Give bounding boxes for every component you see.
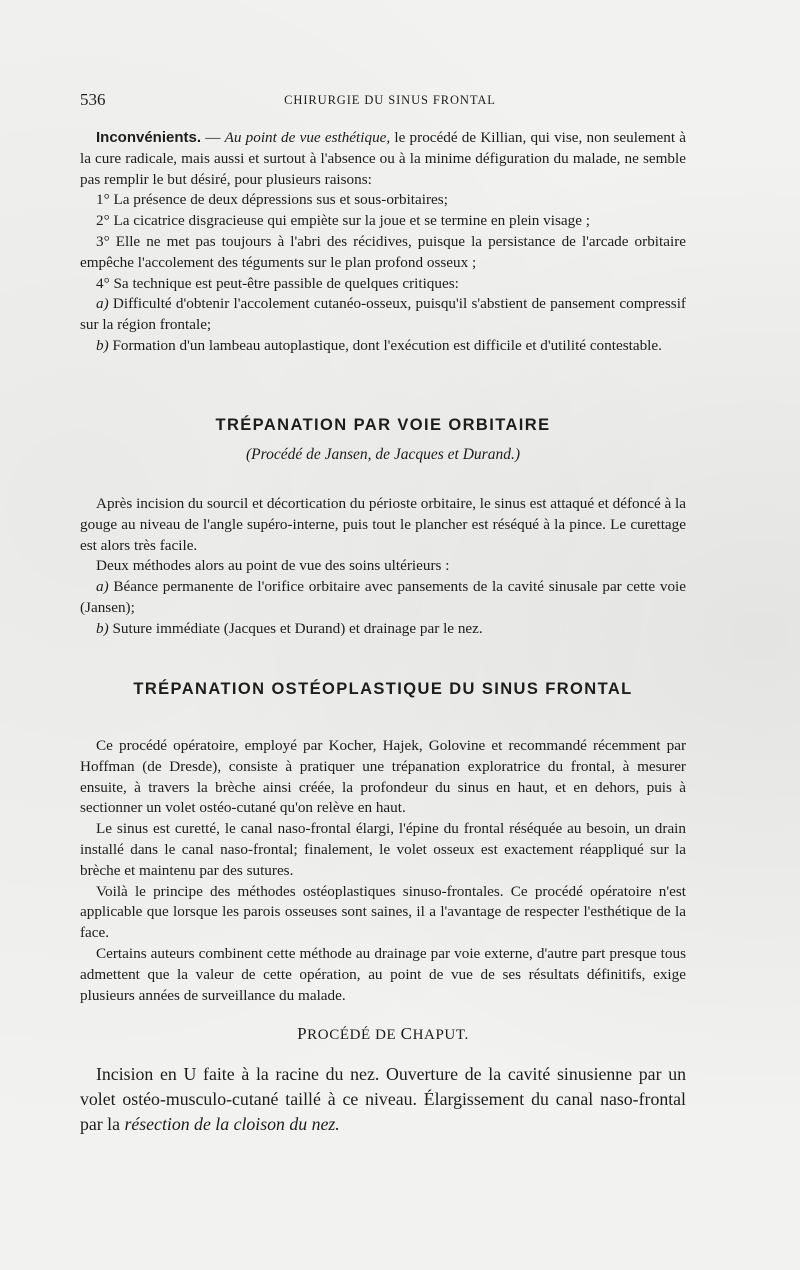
inconvenient-item-1: 1° La présence de deux dépressions sus et sous-orbitaires;	[96, 191, 448, 209]
inconvenients-emphasis: Au point de vue esthétique,	[224, 129, 391, 146]
osteoplastique-paragraph-2: Le sinus est curetté, le canal naso-frontal élargi, l'épine du frontal réséquée au besoin, un drain installé dans le canal naso-frontal; finalement, le volet osseux est exactement réappliqué sur la brèche et maintenu par des sutures.	[80, 820, 686, 879]
orbitaire-a-text: Béance permanente de l'orifice orbitaire avec pansements de la cavité sinusale par cette voie (Jansen);	[80, 578, 686, 616]
sub-a-text: Difficulté d'obtenir l'accolement cutanéo-osseux, puisqu'il s'abstient de pansement compressif sur la région frontale;	[80, 295, 686, 334]
orbitaire-section	[80, 494, 686, 640]
inconvenient-item-2: 2° La cicatrice disgracieuse qui empiète sur la joue et se termine en plein visage ;	[96, 212, 590, 230]
orbitaire-item-b	[80, 619, 686, 640]
sub-b-letter: b)	[96, 336, 109, 354]
running-header	[80, 90, 700, 114]
chaput-section	[80, 1062, 686, 1137]
chaput-text: Incision en U faite à la racine du nez. Ouverture de la cavité sinusienne par un volet ostéo-musculo-cutané taillé à ce niveau. Élargissement du canal naso-frontal par la	[80, 1064, 686, 1134]
section-title-osteoplastique: TRÉPANATION OSTÉOPLASTIQUE DU SINUS FRONTAL	[133, 680, 633, 698]
inconvenients-dash: —	[201, 129, 225, 146]
orbitaire-paragraph-2: Deux méthodes alors au point de vue des soins ultérieurs :	[96, 557, 450, 575]
osteoplastique-paragraph-4: Certains auteurs combinent cette méthode au drainage par voie externe, d'autre part presque tous admettent que la valeur de cette opération, au point de vue de ses résultats définitifs, exige plusieurs années de surveillance du malade.	[80, 944, 686, 1004]
section-subtitle-orbitaire: (Procédé de Jansen, de Jacques et Durand.)	[245, 446, 521, 463]
sub-b-text: Formation d'un lambeau autoplastique, dont l'exécution est difficile et d'utilité contestable.	[108, 336, 662, 354]
orbitaire-b-text: Suture immédiate (Jacques et Durand) et drainage par le nez.	[108, 619, 483, 637]
inconvenients-text: le procédé de Killian, qui vise, non seulement à la cure radicale, mais aussi et surtout à l'absence ou à la minime défiguration du malade, ne semble pas remplir le but désiré, pour plusieurs raisons:	[80, 129, 686, 188]
orbitaire-a-letter: a)	[96, 578, 109, 596]
section-title-orbitaire: TRÉPANATION PAR VOIE ORBITAIRE	[215, 416, 551, 434]
inconvenients-paragraph	[80, 128, 686, 190]
osteoplastique-heading	[80, 680, 686, 699]
orbitaire-b-letter: b)	[96, 619, 109, 637]
inconvenient-item-4: 4° Sa technique est peut-être passible de quelques critiques:	[96, 274, 459, 292]
osteoplastique-paragraph-1: Ce procédé opératoire, employé par Kocher, Hajek, Golovine et recommandé récemment par Hoffman (de Dresde), consiste à pratiquer une trépanation exploratrice du frontal, à mesurer ensuite, à travers la brèche ainsi créée, la profondeur du sinus en haut, et en dehors, puis à sectionner un volet ostéo-cutané qu'on relève en haut.	[80, 737, 686, 817]
procede-chaput-title: PROCÉDÉ DE CHAPUT.	[297, 1024, 469, 1043]
osteoplastique-section	[80, 736, 686, 1006]
inconvenients-section	[80, 128, 686, 357]
chaput-paragraph	[80, 1062, 686, 1137]
inconvenient-item-3: 3° Elle ne met pas toujours à l'abri des récidives, puisque la persistance de l'arcade orbitaire empêche l'accolement des téguments sur le plan profond osseux ;	[80, 232, 686, 271]
osteoplastique-paragraph-3: Voilà le principe des méthodes ostéoplastiques sinuso-frontales. Ce procédé opératoire n'est applicable que lorsque les parois osseuses sont saines, il a l'avantage de respecter l'esthétique de la face.	[80, 882, 686, 942]
chaput-heading	[80, 1024, 686, 1044]
page-number: 536	[80, 90, 106, 109]
inconvenients-lead: Inconvénients.	[96, 129, 202, 146]
inconvenient-sub-b	[80, 336, 686, 357]
orbitaire-heading	[80, 416, 686, 464]
orbitaire-paragraph-1: Après incision du sourcil et décortication du périoste orbitaire, le sinus est attaqué et défoncé à la gouge au niveau de l'angle supéro-interne, puis tout le plancher est réséqué à la pince. Le curettage est alors très facile.	[80, 495, 687, 554]
running-title: CHIRURGIE DU SINUS FRONTAL	[284, 93, 496, 107]
chaput-emphasis: résection de la cloison du nez.	[124, 1114, 340, 1134]
orbitaire-item-a	[80, 577, 686, 619]
inconvenient-sub-a	[80, 294, 686, 336]
sub-a-letter: a)	[96, 295, 109, 313]
